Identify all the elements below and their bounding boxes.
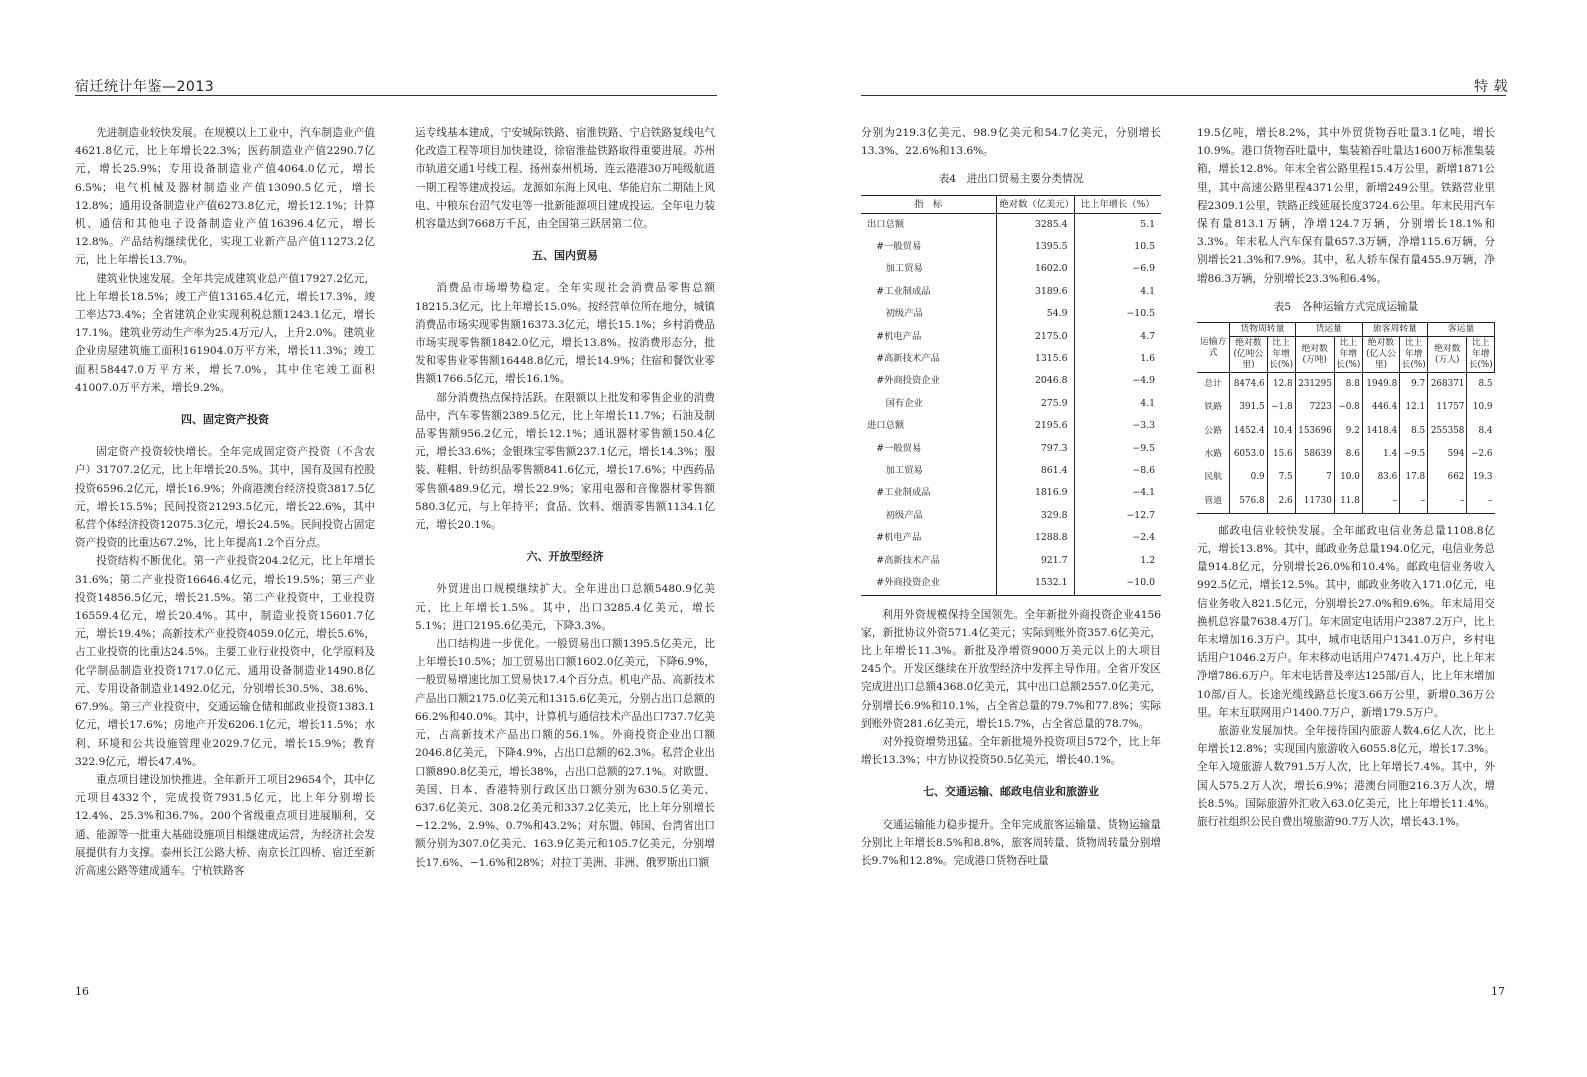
table-row-label: #工业制成品 (867, 285, 931, 297)
table-row-label: 出口总额 (867, 218, 905, 230)
section-heading: 四、固定资产投资 (181, 413, 269, 427)
table-cell: 0.9 (1230, 466, 1267, 489)
table5-row-header: 运输方式 (1197, 323, 1230, 373)
paragraph: 19.5亿吨，增长8.2%，其中外贸货物吞吐量3.1亿吨，增长10.9%。港口货物吞吐量中，集装箱吞吐量达1600万标准集装箱，增长12.8%。年末全省公路里程15.4万公里，新增1871公里，其中高速公路里程4371公里，新增249公里。铁路营业里程2309.1公里，铁路正线延展长度3724.6公里。年末民用汽车保有量813.1万辆，净增124.7万辆，分别增长18.1%和3.3%。年末私人汽车保有量657.3万辆，净增115.6万辆，分别增长21.3%和7.9%。其中，私人轿车保有量455.9万辆，净增86.3万辆，分别增长23.3%和6.4%。 (1197, 127, 1495, 285)
table-cell: −2.6 (1467, 443, 1495, 466)
table-row-label: 铁路 (1204, 402, 1222, 413)
table-cell: 594 (1428, 443, 1467, 466)
table-row-label: 公路 (1204, 425, 1222, 436)
table4-header-absolute: 绝对数（亿美元） (996, 195, 1074, 213)
table-cell: −4.1 (1074, 482, 1161, 504)
table-cell: 3189.6 (996, 281, 1074, 303)
table-row-label: #一般贸易 (867, 442, 922, 454)
paragraph: 对外投资增势迅猛。全年新批境外投资项目572个，比上年增长13.3%；中方协议投资50.5亿美元，增长40.1%。 (861, 735, 1161, 767)
table-cell: 1288.8 (996, 527, 1074, 549)
table-cell: 4.1 (1074, 393, 1161, 415)
table-cell: 921.7 (996, 550, 1074, 572)
table-row (861, 370, 1161, 392)
table5-group-header: 客运量 (1428, 323, 1495, 337)
table-cell: −0.8 (1334, 396, 1362, 419)
table4-header-indicator: 指 标 (861, 195, 996, 213)
paragraph: 部分消费热点保持活跃。在限额以上批发和零售企业的消费品中，汽车零售额2389.5亿元，比上年增长11.7%；石油及制品零售额956.2亿元，增长12.1%；通讯器材零售额150.4亿元，增长33.6%；金银珠宝零售额237.1亿元，增长14.3%；服装、鞋帽、针纺织品零售额841.6亿元，增长17.6%；中西药品零售额489.9亿元，增长22.9%；家用电器和音像器材零售额580.3亿元，与上年持平；食品、饮料、烟酒零售额1134.1亿元，增长20.1%。 (415, 391, 715, 532)
table-row (861, 348, 1161, 370)
left-column-2 (415, 124, 715, 872)
transport-table (1197, 322, 1495, 514)
table-cell: 10.5 (1074, 236, 1161, 258)
table-row (861, 393, 1161, 415)
table4-header-growth: 比上年增长（%） (1074, 195, 1161, 213)
paragraph: 消费品市场增势稳定。全年实现社会消费品零售总额18215.3亿元，比上年增长15.0%。按经营单位所在地分，城镇消费品市场实现零售额16373.3亿元，增长15.1%；乡村消费品市场实现零售额1842.0亿元，增长13.8%。按消费形态分，批发和零售业零售额16448.8亿元，增长14.9%；住宿和餐饮业零售额1766.5亿元，增长16.1%。 (415, 282, 715, 386)
table5-sub-header: 比上年增长(%) (1334, 337, 1362, 373)
left-running-header: 宿迁统计年鉴—2013 (75, 79, 215, 95)
table-cell: 8.4 (1467, 420, 1495, 443)
table-cell: 15.6 (1267, 443, 1295, 466)
paragraph: 投资结构不断优化。第一产业投资204.2亿元，比上年增长31.6%；第二产业投资16646.4亿元，增长19.5%；第三产业投资14856.5亿元，增长21.5%。第二产业投资中，工业投资16559.4亿元，增长20.4%。其中，制造业投资15601.7亿元，增长19.4%；高新技术产业投资4059.0亿元，增长5.6%，占工业投资的比重达24.5%。主要工业行业投资中，化学原料及化学制品制造业投资1717.0亿元、通用设备制造业1490.8亿元、专用设备制造业1492.0亿元，分别增长30.5%、38.6%、67.9%。第三产业投资中，交通运输仓储和邮政业投资1383.1亿元，增长17.6%；房地产开发6206.1亿元，增长11.5%；水利、环境和公共设施管理业2029.7亿元，增长15.9%；教育322.9亿元，增长47.4%。 (75, 555, 375, 768)
paragraph: 交通运输能力稳步提升。全年完成旅客运输量、货物运输量分别比上年增长8.5%和8.8%，旅客周转量、货物周转量分别增长9.7%和12.8%。完成港口货物吞吐量 (861, 818, 1161, 867)
table-cell: 268371 (1428, 373, 1467, 397)
table-cell: −8.6 (1074, 460, 1161, 482)
table-cell: 6053.0 (1230, 443, 1267, 466)
table-cell: 10.9 (1467, 396, 1495, 419)
trade-table (861, 195, 1161, 596)
table-row (1197, 420, 1495, 443)
table-row (1197, 396, 1495, 419)
table-row (861, 505, 1161, 527)
table-cell: −12.7 (1074, 505, 1161, 527)
table-row (1197, 490, 1495, 514)
table-cell: 662 (1428, 466, 1467, 489)
table-cell: −1.8 (1267, 396, 1295, 419)
section-heading: 五、国内贸易 (532, 249, 598, 263)
table5-caption: 表5 各种运输方式完成运输量 (1273, 300, 1419, 313)
right-header-rule (861, 95, 1506, 96)
table-cell: 58639 (1295, 443, 1334, 466)
table-row-label: #工业制成品 (867, 487, 931, 499)
table-row (861, 258, 1161, 280)
table5-group-header: 货物周转量 (1230, 323, 1295, 337)
table-row (861, 550, 1161, 572)
paragraph: 外贸进出口规模继续扩大。全年进出口总额5480.9亿美元，比上年增长1.5%。其中，出口3285.4亿美元，增长5.1%；进口2195.6亿美元，下降3.3%。 (415, 583, 715, 632)
right-col1-intro (861, 124, 1161, 160)
table-cell: 1949.8 (1362, 373, 1399, 397)
table-row (861, 460, 1161, 482)
table-row-label: 总计 (1204, 379, 1222, 390)
section-heading: 六、开放型经济 (526, 550, 604, 564)
paragraph: 先进制造业较快发展。在规模以上工业中，汽车制造业产值4621.8亿元，比上年增长22.3%；医药制造业产值2290.7亿元，增长25.9%；专用设备制造业产值4064.0亿元，增长6.5%；电气机械及器材制造业产值13090.5亿元，增长12.8%；通用设备制造业产值6273.8亿元，增长12.1%；计算机、通信和其他电子设备制造业产值16396.4亿元，增长12.8%。产品结构继续优化，实现工业新产品产值11273.2亿元，比上年增长13.7%。 (75, 127, 375, 267)
table-cell: −4.9 (1074, 370, 1161, 392)
table-row-label: #高新技术产品 (867, 353, 940, 365)
table5-sub-header: 绝对数(亿吨公里) (1230, 337, 1267, 373)
right-page-number: 17 (1491, 985, 1505, 998)
table-cell: 1532.1 (996, 572, 1074, 595)
table-cell: 19.3 (1467, 466, 1495, 489)
table-row (861, 213, 1161, 236)
table-cell: 8.6 (1334, 443, 1362, 466)
table-row-label: 初级产品 (867, 509, 923, 521)
right-col2-body (1197, 522, 1495, 831)
paragraph: 建筑业快速发展。全年共完成建筑业总产值17927.2亿元，比上年增长18.5%；竣工产值13165.4亿元，增长17.3%，竣工率达73.4%；全省建筑企业实现利税总额1243.1亿元，增长17.1%。建筑业劳动生产率为25.4万元/人，上升2.0%。建筑业企业房屋建筑施工面积161904.0万平方米，增长11.3%；竣工面积58447.0万平方米，增长7.0%，其中住宅竣工面积41007.0万平方米，增长9.2%。 (75, 272, 375, 394)
right-col2-intro (1197, 124, 1495, 288)
table-cell: −10.5 (1074, 303, 1161, 325)
table-row-label: 国有企业 (867, 397, 923, 409)
table-cell: 5.1 (1074, 213, 1161, 236)
table-cell: 1816.9 (996, 482, 1074, 504)
table-row-label: 水路 (1204, 448, 1222, 459)
table-row (861, 572, 1161, 595)
table-cell: 391.5 (1230, 396, 1267, 419)
section-heading: 七、交通运输、邮政电信业和旅游业 (923, 785, 1099, 799)
paragraph: 利用外资规模保持全国领先。全年新批外商投资企业4156家，新批协议外资571.4亿美元；实际到账外资357.6亿美元，比上年增长11.3%。新批及净增资9000万美元以上的大项目245个。开发区继续在开放型经济中发挥主导作用。全省开发区完成进出口总额4368.0亿美元，其中出口总额2557.0亿美元，分别增长6.9%和10.1%，占全省总量的79.7%和77.8%；实际到账外资281.6亿美元，增长15.7%，占全省总量的78.7%。 (861, 608, 1161, 730)
paragraph: 出口结构进一步优化。一般贸易出口额1395.5亿美元，比上年增长10.5%；加工贸易出口额1602.0亿美元，下降6.9%，一般贸易增速比加工贸易快17.4个百分点。机电产品、高新技术产品出口额2175.0亿美元和1315.6亿美元，分别占出口总额的66.2%和40.0%。其中，计算机与通信技术产品出口737.7亿美元，占高新技术产品出口额的56.1%。外商投资企业出口额2046.8亿美元，下降4.9%，占出口总额的62.3%。私营企业出口额890.8亿美元，增长38%，占出口总额的27.1%。对欧盟、美国、日本、香港特别行政区出口额分别为630.5亿美元、637.6亿美元、308.2亿美元和337.2亿美元，比上年分别增长−12.2%、2.9%、0.7%和43.2%；对东盟、韩国、台湾省出口额分别为307.0亿美元、163.9亿美元和105.7亿美元，分别增长17.6%、−1.6%和28%；对拉丁美洲、非洲、俄罗斯出口额 (415, 638, 715, 869)
table-cell: 4.7 (1074, 326, 1161, 348)
paragraph: 旅游业发展加快。全年接待国内旅游人数4.6亿人次，比上年增长12.8%；实现国内旅游收入6055.8亿元，增长17.3%。全年入境旅游人数791.5万人次，比上年增长7.4%。其中，外国人575.2万人次，增长6.9%；港澳台同胞216.3万人次，增长8.5%。国际旅游外汇收入63.0亿美元，比上年增长11.4%。旅行社组织公民自费出境旅游90.7万人次，增长43.1%。 (1197, 725, 1495, 829)
table-row (861, 482, 1161, 504)
table5-sub-header: 绝对数(亿人公里) (1362, 337, 1399, 373)
paragraph: 运专线基本建成，宁安城际铁路、宿淮铁路、宁启铁路复线电气化改造工程等项目加快建设，徐宿淮盐铁路取得重要进展。苏州市轨道交通1号线工程、扬州泰州机场、连云港港30万吨级航道一期工程等建成投运。龙源如东海上风电、华能启东二期陆上风电、中粮东台沼气发电等一批新能源项目建成投运。全年电力装机容量达到7668万千瓦，由全国第三跃居第二位。 (415, 127, 715, 231)
table-cell: – (1428, 490, 1467, 514)
table4-caption: 表4 进出口贸易主要分类情况 (938, 173, 1084, 186)
table-cell: 7223 (1295, 396, 1334, 419)
table-cell: −10.0 (1074, 572, 1161, 595)
table-cell: 1452.4 (1230, 420, 1267, 443)
table-cell: 1602.0 (996, 258, 1074, 280)
table-cell: 576.8 (1230, 490, 1267, 514)
paragraph: 分别为219.3亿美元、98.9亿美元和54.7亿美元，分别增长13.3%、22.6%和13.6%。 (861, 127, 1161, 158)
table-row (861, 303, 1161, 325)
left-column-1 (75, 124, 375, 880)
table5-group-header: 旅客周转量 (1362, 323, 1427, 337)
table-cell: 8474.6 (1230, 373, 1267, 397)
table-row-label: #机电产品 (867, 330, 922, 342)
left-page (0, 0, 790, 1077)
table-cell: 255358 (1428, 420, 1467, 443)
right-column-1 (861, 124, 1161, 870)
table-cell: 11757 (1428, 396, 1467, 419)
table-cell: 231295 (1295, 373, 1334, 397)
table5-sub-header: 比上年增长(%) (1267, 337, 1295, 373)
table-row (861, 326, 1161, 348)
table-cell: 10.4 (1267, 420, 1295, 443)
table-cell: 1395.5 (996, 236, 1074, 258)
table-row (861, 438, 1161, 460)
paragraph: 邮政电信业较快发展。全年邮政电信业务总量1108.8亿元，增长13.8%。其中，邮政业务总量194.0亿元，电信业务总量914.8亿元，分别增长26.0%和10.4%。邮政电信业务收入992.5亿元，增长12.5%。其中，邮政业务收入171.0亿元，电信业务收入821.5亿元，分别增长27.0%和9.6%。年末局用交换机总容量7638.4万门。年末固定电话用户2387.2万户，比上年末增加16.3万户。其中，城市电话用户1341.0万户，乡村电话用户1046.2万户。年末移动电话用户7471.4万户，比上年末净增786.6万户。年末电话普及率达125部/百人，比上年末增加10部/百人。长途光缆线路总长度3.66万公里，新增0.36万公里。年末互联网用户1400.7万户，新增179.5万户。 (1197, 524, 1495, 719)
table-cell: −9.5 (1074, 438, 1161, 460)
table-row-label: #高新技术产品 (867, 554, 940, 566)
table-cell: 3285.4 (996, 213, 1074, 236)
table5-sub-header: 绝对数(万吨) (1295, 337, 1334, 373)
table-row (1197, 443, 1495, 466)
right-page (797, 0, 1587, 1077)
table5-sub-header: 绝对数(万人) (1428, 337, 1467, 373)
table-cell: 8.8 (1334, 373, 1362, 397)
table5-sub-header: 比上年增长(%) (1467, 337, 1495, 373)
table-cell: −2.4 (1074, 527, 1161, 549)
table-cell: 11730 (1295, 490, 1334, 514)
table-cell: 797.3 (996, 438, 1074, 460)
table-row-label: 管道 (1204, 495, 1222, 506)
table-cell: 446.4 (1362, 396, 1399, 419)
table-cell: 4.1 (1074, 281, 1161, 303)
right-running-header: 特 载 (1474, 79, 1508, 95)
left-header-rule (75, 95, 717, 96)
table-cell: 12.8 (1267, 373, 1295, 397)
paragraph: 重点项目建设加快推进。全年新开工项目29654个，其中亿元项目4332个，完成投资7931.5亿元，比上年分别增长12.4%、25.3%和36.7%。200个省级重点项目进展顺利，交通、能源等一批重大基础设施项目相继建成运营，为经济社会发展提供有力支撑。泰州长江公路大桥、南京长江四桥、宿迁至新沂高速公路等建成通车。宁杭铁路客 (75, 773, 375, 877)
table-cell: 7.5 (1267, 466, 1295, 489)
table5-sub-header: 比上年增长(%) (1400, 337, 1428, 373)
table-cell: 9.2 (1334, 420, 1362, 443)
table-cell: – (1467, 490, 1495, 514)
table-cell: 2175.0 (996, 326, 1074, 348)
table-row (1197, 466, 1495, 489)
table-cell: 8.5 (1467, 373, 1495, 397)
left-page-number: 16 (75, 985, 89, 998)
table-cell: – (1400, 490, 1428, 514)
table-row (861, 236, 1161, 258)
table-cell: 1.4 (1362, 443, 1399, 466)
table-cell: 1.2 (1074, 550, 1161, 572)
table-cell: 329.8 (996, 505, 1074, 527)
table-cell: 8.5 (1400, 420, 1428, 443)
table-row (861, 415, 1161, 437)
table-row-label: 初级产品 (867, 308, 923, 320)
table-cell: 10.0 (1334, 466, 1362, 489)
table-cell: 1315.6 (996, 348, 1074, 370)
table-cell: 275.9 (996, 393, 1074, 415)
table-row-label: 加工贸易 (867, 465, 923, 477)
table-cell: 12.1 (1400, 396, 1428, 419)
table-row-label: #外商投资企业 (867, 577, 940, 589)
table-cell: – (1362, 490, 1399, 514)
table-row-label: #外商投资企业 (867, 375, 940, 387)
right-column-2 (1197, 124, 1495, 831)
table5-group-header: 货运量 (1295, 323, 1362, 337)
table-cell: 2195.6 (996, 415, 1074, 437)
table-cell: 9.7 (1400, 373, 1428, 397)
table-cell: 11.8 (1334, 490, 1362, 514)
table-cell: 2.6 (1267, 490, 1295, 514)
right-col1-body (861, 606, 1161, 871)
table-cell: 83.6 (1362, 466, 1399, 489)
table-cell: 861.4 (996, 460, 1074, 482)
table-cell: −6.9 (1074, 258, 1161, 280)
table-cell: 153696 (1295, 420, 1334, 443)
table-cell: 17.8 (1400, 466, 1428, 489)
table-cell: 7 (1295, 466, 1334, 489)
table-cell: −3.3 (1074, 415, 1161, 437)
table-row-label: 进口总额 (867, 420, 905, 432)
table-cell: 54.9 (996, 303, 1074, 325)
table-row (1197, 373, 1495, 397)
table-row-label: #一般贸易 (867, 241, 922, 253)
table-row-label: 民航 (1204, 472, 1222, 483)
table-cell: 1418.4 (1362, 420, 1399, 443)
table-cell: −9.5 (1400, 443, 1428, 466)
table-cell: 1.6 (1074, 348, 1161, 370)
table-row-label: #机电产品 (867, 532, 922, 544)
paragraph: 固定资产投资较快增长。全年完成固定资产投资（不含农户）31707.2亿元，比上年增长20.5%。其中，国有及国有控股投资6596.2亿元，增长16.9%；外商港澳台经济投资3817.5亿元，增长15.5%；民间投资21293.5亿元，增长22.6%，其中私营个体经济投资12075.3亿元，增长24.5%。民间投资占固定资产投资的比重达67.2%，比上年提高1.2个百分点。 (75, 446, 375, 550)
table-row (861, 281, 1161, 303)
table-row (861, 527, 1161, 549)
table-cell: 2046.8 (996, 370, 1074, 392)
table-row-label: 加工贸易 (867, 263, 923, 275)
